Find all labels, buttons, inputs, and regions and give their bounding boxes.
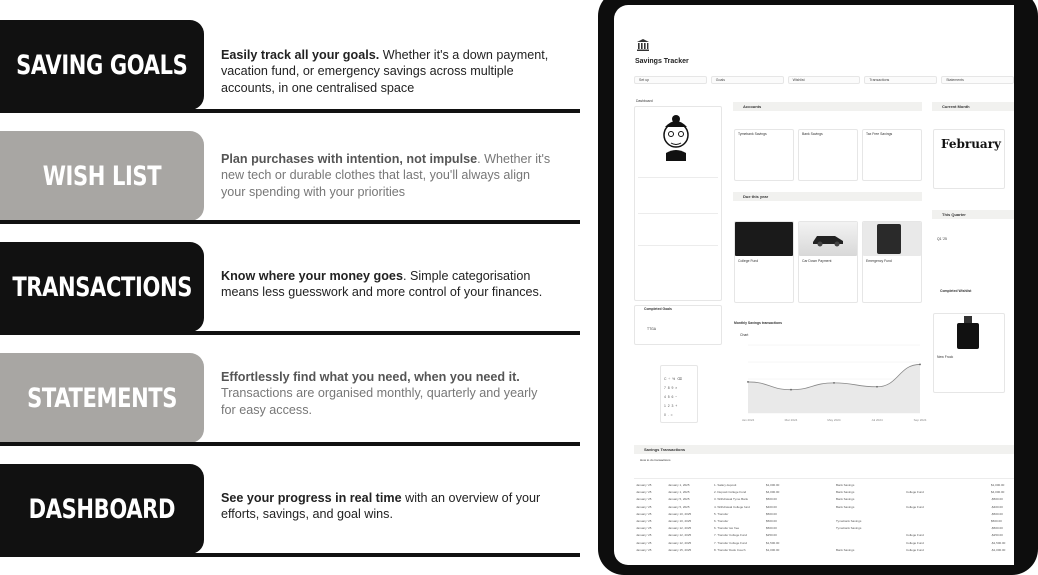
- saving-goals-tab[interactable]: [0, 20, 204, 110]
- wish-list-tab[interactable]: [0, 131, 204, 221]
- dashboard-description: See your progress in real time with an overview of your efforts, savings, and goal wins.: [221, 491, 541, 522]
- table-row[interactable]: [636, 511, 1016, 517]
- app-screen: [614, 5, 1014, 565]
- table-cell: $500.00: [991, 519, 1002, 523]
- table-cell: January '25: [636, 526, 652, 531]
- divider: [0, 442, 580, 446]
- table-cell: Bank Savings: [836, 504, 855, 509]
- dashboard-tab[interactable]: [0, 464, 204, 554]
- perfume-cap-icon: [964, 316, 972, 323]
- quarter-value: Q1 '25: [937, 237, 947, 241]
- table-cell: Bank Savings: [836, 497, 855, 502]
- table-cell: January 12, 2025: [668, 526, 692, 531]
- account-name: Tax Free Savings: [866, 132, 893, 136]
- table-row[interactable]: [636, 482, 1016, 488]
- feature-dashboard: [0, 464, 580, 575]
- nav-goals[interactable]: Goals: [711, 76, 784, 84]
- monthly-tx-header: Monthly Savings transactions: [734, 321, 783, 325]
- car-icon: [811, 231, 845, 247]
- table-cell: Bank Savings: [836, 483, 855, 487]
- table-cell: 3. Withdrawal Tyme Bank: [714, 497, 748, 502]
- table-cell: $500.00: [766, 519, 777, 523]
- savings-area-chart: [734, 341, 927, 425]
- table-cell: 7. Transfer College Fund: [714, 533, 748, 538]
- due-header: Due this year: [733, 192, 922, 201]
- table-cell: $250.00: [766, 533, 777, 538]
- table-row[interactable]: [636, 518, 1016, 524]
- transactions-description: Know where your money goes. Simple categorisation means less guesswork and more control of your finances.: [221, 269, 543, 300]
- bank-icon: [636, 38, 650, 52]
- table-cell: $1,000.00: [991, 483, 1005, 487]
- chart-area: [748, 364, 920, 413]
- account-name: Tymebank Savings: [738, 132, 767, 136]
- app-title: Savings Tracker: [635, 58, 689, 65]
- divider: [0, 331, 580, 335]
- table-cell: College Fund: [906, 547, 924, 552]
- table-cell: College Fund: [906, 504, 924, 509]
- table-cell: January 10, 2025: [668, 511, 692, 516]
- table-cell: January '25: [636, 490, 652, 495]
- table-cell: 2. Deposit College Fund: [714, 490, 747, 495]
- table-cell: 1. Salary deposit: [714, 483, 737, 487]
- table-cell: -$400.00: [991, 504, 1003, 509]
- table-cell: Tymebank Savings: [836, 526, 862, 531]
- account-name: Bank Savings: [802, 132, 823, 136]
- table-cell: Tymebank Savings: [836, 519, 862, 523]
- account-card[interactable]: [798, 129, 858, 181]
- chart-x-tick: Mar 2024: [784, 418, 798, 422]
- table-row[interactable]: [636, 540, 1016, 546]
- table-cell: January 1, 2025: [668, 483, 690, 487]
- chart-point: [790, 389, 792, 391]
- saving-goals-description: Easily track all your goals. Whether it's a down payment, vacation fund, or emergency savings across multiple accounts, in one centralised space: [221, 48, 549, 95]
- table-header-rule: [634, 478, 1014, 479]
- completed-goals-header: Completed Goals: [644, 307, 672, 311]
- table-cell: January '25: [636, 533, 652, 538]
- table-cell: 8. Transfer Desk Couch: [714, 547, 746, 552]
- divider: [638, 177, 718, 178]
- wish-list-description: Plan purchases with intention, not impulse. Whether it's new tech or durable clothes that last, you'll always align your spending with your priorities: [221, 152, 551, 199]
- divider: [0, 109, 580, 113]
- table-cell: January 15, 2025: [668, 547, 692, 552]
- table-cell: January '25: [636, 547, 652, 552]
- nav-statements[interactable]: Statements: [941, 76, 1014, 84]
- goal-name: Car Down Payment: [802, 259, 832, 263]
- dashboard-title: DASHBOARD: [28, 493, 176, 525]
- table-cell: -$250.00: [991, 533, 1003, 538]
- table-cell: 4. Withdrawal College fund: [714, 504, 750, 509]
- table-cell: January '25: [636, 504, 652, 509]
- transactions-tab[interactable]: [0, 242, 204, 332]
- chart-x-tick: Jul 2024: [871, 418, 883, 422]
- table-row[interactable]: [636, 532, 1016, 538]
- chart-label: Chart: [740, 333, 749, 337]
- table-cell: January 12, 2025: [668, 540, 692, 545]
- table-row[interactable]: [636, 525, 1016, 531]
- divider: [0, 553, 580, 557]
- divider: [638, 245, 718, 246]
- table-cell: -$500.00: [991, 511, 1003, 516]
- nav-wishlist[interactable]: Wishlist: [788, 76, 861, 84]
- completed-wishlist-header: Completed Wishlist: [940, 289, 972, 293]
- table-cell: $1,000.00: [766, 547, 780, 552]
- goal-name: Emergency Fund: [866, 259, 892, 263]
- quarter-header: This Quarter: [932, 210, 1014, 219]
- table-cell: January '25: [636, 519, 652, 523]
- app-nav: [634, 76, 1014, 84]
- divider: [0, 220, 580, 224]
- feature-saving-goals: [0, 20, 580, 131]
- table-cell: 6. Transfer tax free: [714, 526, 740, 531]
- table-cell: January '25: [636, 511, 652, 516]
- table-cell: January '25: [636, 483, 652, 487]
- account-card[interactable]: [862, 129, 922, 181]
- table-row[interactable]: [636, 547, 1016, 553]
- chart-point: [876, 386, 878, 388]
- feature-transactions: [0, 242, 580, 353]
- table-cell: $1,000.00: [766, 483, 780, 487]
- table-cell: -$1,500.00: [991, 540, 1006, 545]
- completed-goals-card: [634, 305, 722, 345]
- savings-tx-header: Savings Transactions: [634, 445, 1014, 454]
- table-row[interactable]: [636, 504, 1016, 510]
- current-month-header: Current Month: [932, 102, 1014, 111]
- table-cell: College Fund: [906, 533, 924, 538]
- saving-goals-title: SAVING GOALS: [16, 49, 188, 81]
- table-cell: College Fund: [906, 490, 924, 495]
- table-row[interactable]: [636, 496, 1016, 502]
- feature-statements: [0, 353, 580, 464]
- perfume-icon: [957, 323, 979, 349]
- table-cell: -$1,000.00: [991, 547, 1006, 552]
- table-cell: College Fund: [906, 540, 924, 545]
- chart-x-tick: Jan 2024: [741, 418, 755, 422]
- goal-name: College Fund: [738, 259, 759, 263]
- table-cell: January '25: [636, 497, 652, 502]
- nav-transactions[interactable]: Transactions: [864, 76, 937, 84]
- table-cell: $4,000.00: [991, 490, 1005, 495]
- table-cell: $400.00: [766, 504, 777, 509]
- table-cell: $500.00: [766, 526, 777, 531]
- transactions-title: TRANSACTIONS: [12, 271, 192, 303]
- table-cell: January 5, 2025: [668, 504, 690, 509]
- wish-list-title: WISH LIST: [42, 160, 162, 192]
- table-cell: 6. Transfer: [714, 519, 729, 523]
- chart-point: [919, 364, 921, 366]
- chart-x-tick: May 2024: [827, 418, 841, 422]
- table-cell: $1,500.00: [766, 540, 780, 545]
- feature-wish-list: [0, 131, 580, 242]
- table-cell: January '25: [636, 540, 652, 545]
- table-cell: $500.00: [766, 511, 777, 516]
- chart-point: [747, 381, 749, 383]
- statements-tab[interactable]: [0, 353, 204, 443]
- table-cell: $500.00: [766, 497, 777, 502]
- nav-setup[interactable]: Set up: [634, 76, 707, 84]
- table-cell: Bank Savings: [836, 490, 855, 495]
- avatar-icon: [659, 113, 693, 161]
- statements-title: STATEMENTS: [27, 382, 177, 414]
- table-cell: $4,000.00: [766, 490, 780, 495]
- table-cell: 7. Transfer College Fund: [714, 540, 748, 545]
- table-cell: Bank Savings: [836, 547, 855, 552]
- table-cell: -$500.00: [991, 497, 1003, 502]
- month-name: February: [941, 137, 1002, 151]
- calculator-keys: C ÷ % ⌫ 7 8 9 × 4 5 6 − 1 2 3 + 0 . =: [664, 377, 682, 417]
- accounts-header: Accounts: [733, 102, 922, 111]
- divider: [638, 213, 718, 214]
- completed-goal-item: TTGA: [647, 327, 657, 331]
- table-cell: January 10, 2025: [668, 519, 692, 523]
- wishlist-item-name: New Frock: [937, 355, 954, 359]
- dashboard-label: Dashboard: [636, 99, 653, 103]
- how-to-toggle[interactable]: How to do transactions: [640, 458, 671, 462]
- chart-point: [833, 382, 835, 384]
- table-cell: January 1, 2025: [668, 490, 690, 495]
- chart-x-tick: Sep 2024: [913, 418, 927, 422]
- table-cell: January 12, 2025: [668, 533, 692, 538]
- graduation-image: [735, 222, 793, 256]
- table-row[interactable]: [636, 489, 1016, 495]
- table-cell: -$500.00: [991, 526, 1003, 531]
- account-card[interactable]: [734, 129, 794, 181]
- table-cell: January 5, 2025: [668, 497, 690, 502]
- safe-icon: [877, 224, 901, 254]
- statements-description: Effortlessly find what you need, when you need it. Transactions are organised monthly, quarterly and yearly for easy access.: [221, 370, 538, 417]
- table-cell: 5. Transfer: [714, 511, 729, 516]
